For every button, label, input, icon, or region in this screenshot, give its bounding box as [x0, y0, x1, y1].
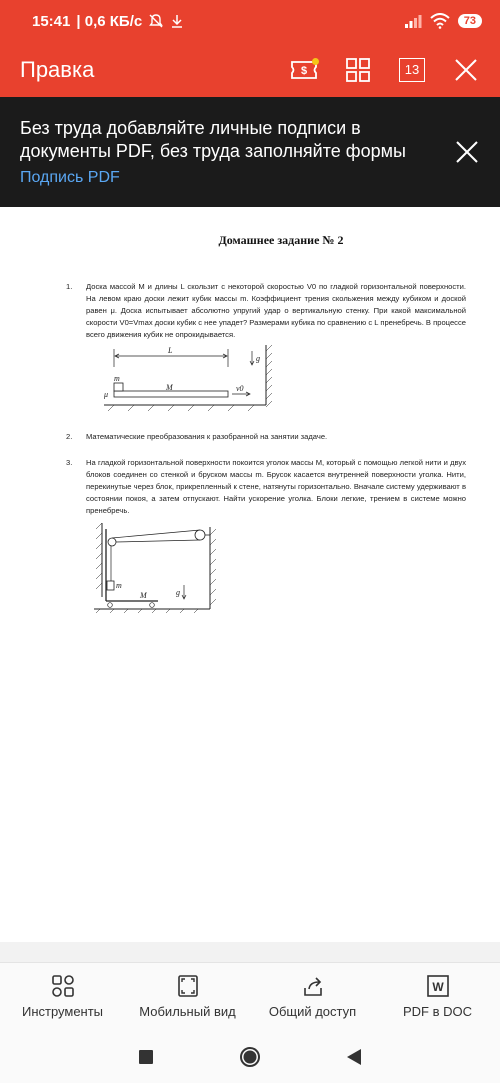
pages-button[interactable] — [396, 54, 428, 86]
share-icon — [301, 974, 325, 998]
mobile-view-icon — [176, 974, 200, 998]
tools-button[interactable] — [0, 963, 125, 1030]
svg-text:$: $ — [300, 64, 308, 77]
fig2-label-m: m — [116, 581, 122, 590]
home-icon[interactable] — [239, 1046, 261, 1068]
document-title: Домашнее задание № 2 — [218, 233, 344, 247]
notifications-off-icon — [148, 13, 164, 29]
close-button[interactable] — [450, 54, 482, 86]
fig2-label-M: M — [140, 591, 147, 600]
pdf-to-doc-button[interactable] — [375, 963, 500, 1030]
tools-label: Инструменты — [21, 1004, 104, 1019]
task-number: 3. — [66, 458, 73, 467]
status-speed: | 0,6 КБ/с — [76, 12, 143, 30]
bottom-toolbar — [0, 962, 500, 1030]
page-count: 13 — [399, 58, 425, 82]
premium-button[interactable] — [288, 54, 320, 86]
grid-view-button[interactable] — [342, 54, 374, 86]
close-icon — [454, 58, 478, 82]
fig1-label-L: L — [168, 346, 173, 355]
task-number: 1. — [66, 282, 73, 291]
pdf-to-doc-label: PDF в DOC — [402, 1004, 473, 1019]
task-text: Математические преобразования к разобранной на занятии задаче. — [86, 432, 328, 441]
page-gap — [0, 942, 500, 962]
promo-banner — [0, 97, 500, 207]
recents-icon[interactable] — [138, 1049, 154, 1065]
banner-text: Без труда добавляйте личные подписи в документы PDF, без труда заполняйте формы — [20, 118, 406, 161]
download-icon — [170, 13, 184, 29]
svg-text:W: W — [431, 980, 444, 994]
pdf-to-doc-icon — [426, 974, 450, 998]
top-bar — [0, 0, 500, 97]
figure-pulley-system — [92, 521, 242, 613]
tools-icon — [51, 974, 75, 998]
fig2-label-g: g — [176, 588, 180, 597]
status-time: 15:41 — [32, 12, 71, 30]
system-nav-bar — [0, 1030, 500, 1083]
app-bar — [0, 42, 500, 97]
battery-indicator: 73 — [458, 14, 482, 28]
task-item — [66, 281, 466, 341]
mobile-view-label: Мобильный вид — [139, 1004, 236, 1019]
task-item — [66, 431, 466, 443]
notification-dot — [312, 58, 319, 65]
status-bar — [0, 0, 500, 42]
wifi-icon — [430, 13, 450, 29]
task-number: 2. — [66, 432, 73, 441]
share-button[interactable] — [250, 963, 375, 1030]
task-list — [66, 281, 466, 613]
share-label: Общий доступ — [268, 1004, 357, 1019]
back-icon[interactable] — [346, 1048, 362, 1066]
fig1-label-mu: μ — [104, 390, 109, 399]
signature-pdf-link[interactable]: Подпись PDF — [20, 169, 120, 186]
mobile-view-button[interactable] — [125, 963, 250, 1030]
document-page[interactable] — [0, 207, 500, 942]
grid-icon — [345, 57, 371, 83]
page-title: Правка — [20, 56, 95, 82]
fig1-label-m: m — [114, 374, 120, 383]
figure-board-and-cube — [84, 343, 284, 423]
signal-icon — [404, 14, 422, 28]
fig1-label-g: g — [256, 354, 260, 363]
fig1-label-M: M — [166, 383, 173, 392]
task-text: Доска массой M и длины L скользит с некоторой скоростью V0 по гладкой горизонтальной поверхности. На левом краю доски лежит кубик массы m. Коэффициент трения скольжения между кубиком и доской равен μ. Доска испытывает абсолютно упругий удар о вертикальную стенку. При какой максимальной скорости V0=Vmax доски кубик с нее упадет? Размерами кубика по сравнению с L пренебречь. В процессе всего движения кубик не опрокидывается. — [86, 282, 466, 339]
banner-close-icon[interactable] — [454, 139, 480, 165]
task-text: На гладкой горизонтальной поверхности покоится уголок массы M, который с помощью легкой нити и двух блоков соединен со стенкой и бруском массы m. Брусок касается внутренней поверхности уголка. Нити, перекинутые через блок, прикрепленный к стене, натянуты горизонтально. Вначале систему удерживают в состоянии покоя, а затем отпускают. Найти ускорение уголка. Блоки легкие, трением в системе можно пренебречь. — [86, 458, 466, 515]
task-item — [66, 457, 466, 517]
fig1-label-v0: v0 — [236, 384, 244, 393]
